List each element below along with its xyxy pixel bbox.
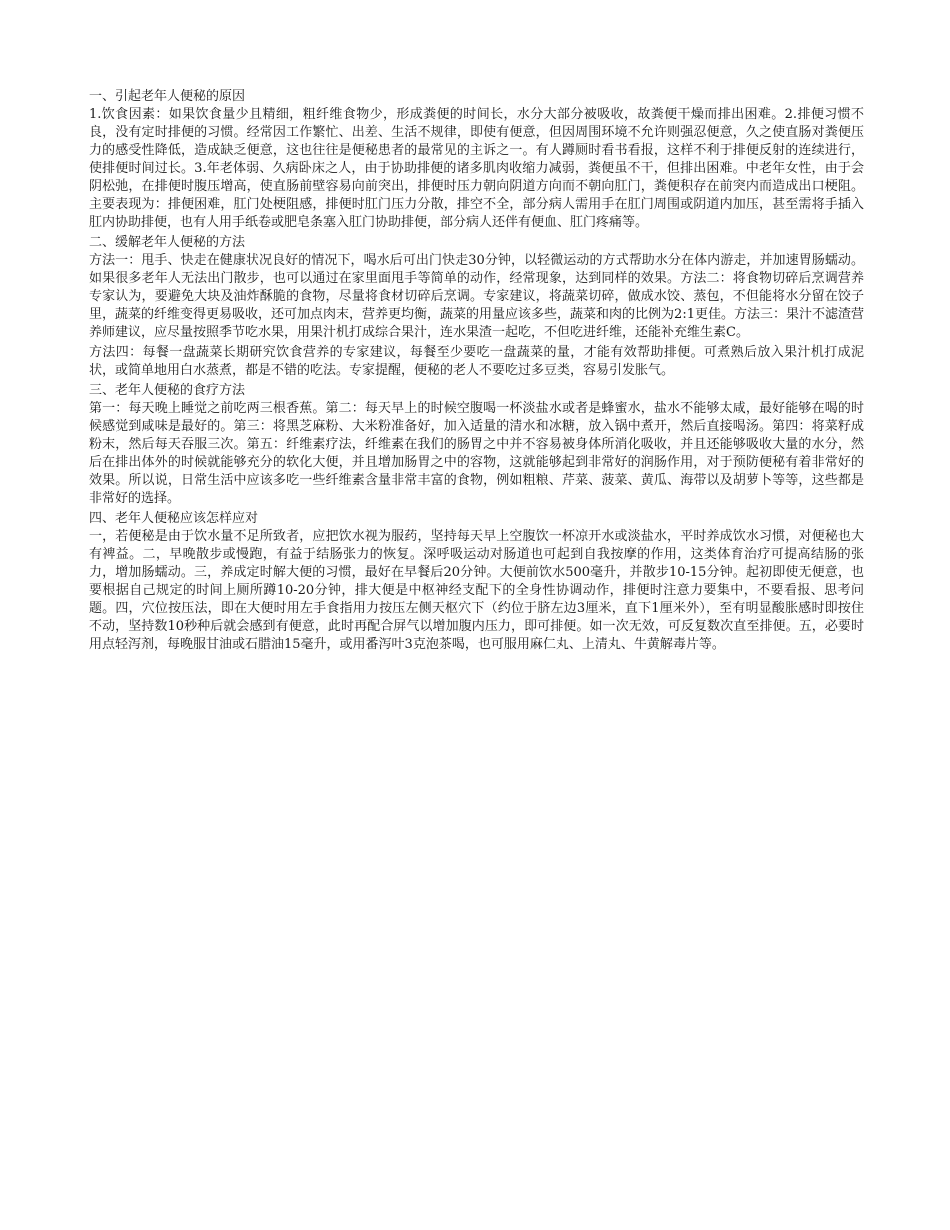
section-relief-methods <box>89 234 864 380</box>
document-body <box>89 88 864 656</box>
section-causes <box>89 88 864 232</box>
section-diet-therapy <box>89 382 864 508</box>
section-heading: 四、老年人便秘应该怎样应对 <box>89 511 259 526</box>
section-heading: 一、引起老年人便秘的原因 <box>89 89 246 104</box>
paragraph: 一，若便秘是由于饮水量不足所致者，应把饮水视为服药，坚持每天早上空腹饮一杯凉开水或淡盐水，平时养成饮水习惯，对便秘也大有裨益。二，早晚散步或慢跑，有益于结肠张力的恢复。深呼吸运动对肠道也可起到自我按摩的作用，这类体育治疗可提高结肠的张力，增加肠蠕动。三，养成定时解大便的习惯，最好在早餐后20分钟。大便前饮水500毫升，并散步10-15分钟。起初即使无便意，也要根据自己规定的时间上厕所蹲10-20分钟，排大便是中枢神经支配下的全身性协调动作，排便时注意力要集中，不要看报、思考问题。四，穴位按压法，即在大便时用左手食指用力按压左侧天枢穴下（约位于脐左边3厘米，直下1厘米外），至有明显酸胀感时即按住不动，坚持数10秒种后就会感到有便意，此时再配合屏气以增加腹内压力，即可排便。如一次无效，可反复数次直至排便。五，必要时用点轻泻剂，每晚服甘油或石腊油15毫升，或用番泻叶3克泡茶喝，也可服用麻仁丸、上清丸、牛黄解毒片等。 <box>89 529 864 652</box>
section-coping <box>89 510 864 654</box>
section-heading: 二、缓解老年人便秘的方法 <box>89 235 246 250</box>
section-heading: 三、老年人便秘的食疗方法 <box>89 383 246 398</box>
paragraph: 方法四：每餐一盘蔬菜长期研究饮食营养的专家建议，每餐至少要吃一盘蔬菜的量，才能有效帮助排便。可煮熟后放入果汁机打成泥状，或简单地用白水蒸煮，都是不错的吃法。专家提醒，便秘的老人不要吃过多豆类，容易引发胀气。 <box>89 345 864 378</box>
paragraph: 第一：每天晚上睡觉之前吃两三根香蕉。第二：每天早上的时候空腹喝一杯淡盐水或者是蜂蜜水，盐水不能够太咸，最好能够在喝的时候感觉到咸味是最好的。第三：将黑芝麻粉、大米粉准备好，加入适量的清水和冰糖，放入锅中煮开，然后直接喝汤。第四：将菜籽成粉末，然后每天吞服三次。第五：纤维素疗法，纤维素在我们的肠胃之中并不容易被身体所消化吸收，并且还能够吸收大量的水分，然后在排出体外的时候就能够充分的软化大便，并且增加肠胃之中的容物，这就能够起到非常好的润肠作用，对于预防便秘有着非常好的效果。所以说，日常生活中应该多吃一些纤维素含量非常丰富的食物，例如粗粮、芹菜、菠菜、黄瓜、海带以及胡萝卜等等，这些都是非常好的选择。 <box>89 401 864 506</box>
paragraph: 方法一：甩手、快走在健康状况良好的情况下，喝水后可出门快走30分钟，以轻微运动的方式帮助水分在体内游走，并加速胃肠蠕动。如果很多老年人无法出门散步，也可以通过在家里面甩手等简单的动作，经常现象，达到同样的效果。方法二：将食物切碎后烹调营养专家认为，要避免大块及油炸酥脆的食物，尽量将食材切碎后烹调。专家建议，将蔬菜切碎，做成水饺、蒸包，不但能将水分留在饺子里，蔬菜的纤维变得更易吸收，还可加点肉末，营养更均衡，蔬菜的用量应该多些，蔬菜和肉的比例为2:1更佳。方法三：果汁不滤渣营养师建议，应尽量按照季节吃水果，用果汁机打成综合果汁，连水果渣一起吃，不但吃进纤维，还能补充维生素C。 <box>89 253 864 340</box>
paragraph: 1.饮食因素：如果饮食量少且精细，粗纤维食物少，形成粪便的时间长，水分大部分被吸收，故粪便干燥而排出困难。2.排便习惯不良，没有定时排便的习惯。经常因工作繁忙、出差、生活不规律，即使有便意，但因周围环境不允许则强忍便意，久之使直肠对粪便压力的感受性降低，造成缺乏便意，这也往往是便秘患者的最常见的主诉之一。有人蹲厕时看书看报，这样不利于排便反射的连续进行，使排便时间过长。3.年老体弱、久病卧床之人，由于协助排便的诸多肌肉收缩力减弱，粪便虽不干，但排出困难。中老年女性，由于会阴松弛，在排便时腹压增高，使直肠前壁容易向前突出，排便时压力朝向阴道方向而不朝向肛门，粪便积存在前突内而造成出口梗阻。主要表现为：排便困难，肛门处梗阻感，排便时肛门压力分散，排空不全，部分病人需用手在肛门周围或阴道内加压，甚至需将手插入肛内协助排便，也有人用手纸卷或肥皂条塞入肛门协助排便，部分病人还伴有便血、肛门疼痛等。 <box>89 107 864 230</box>
